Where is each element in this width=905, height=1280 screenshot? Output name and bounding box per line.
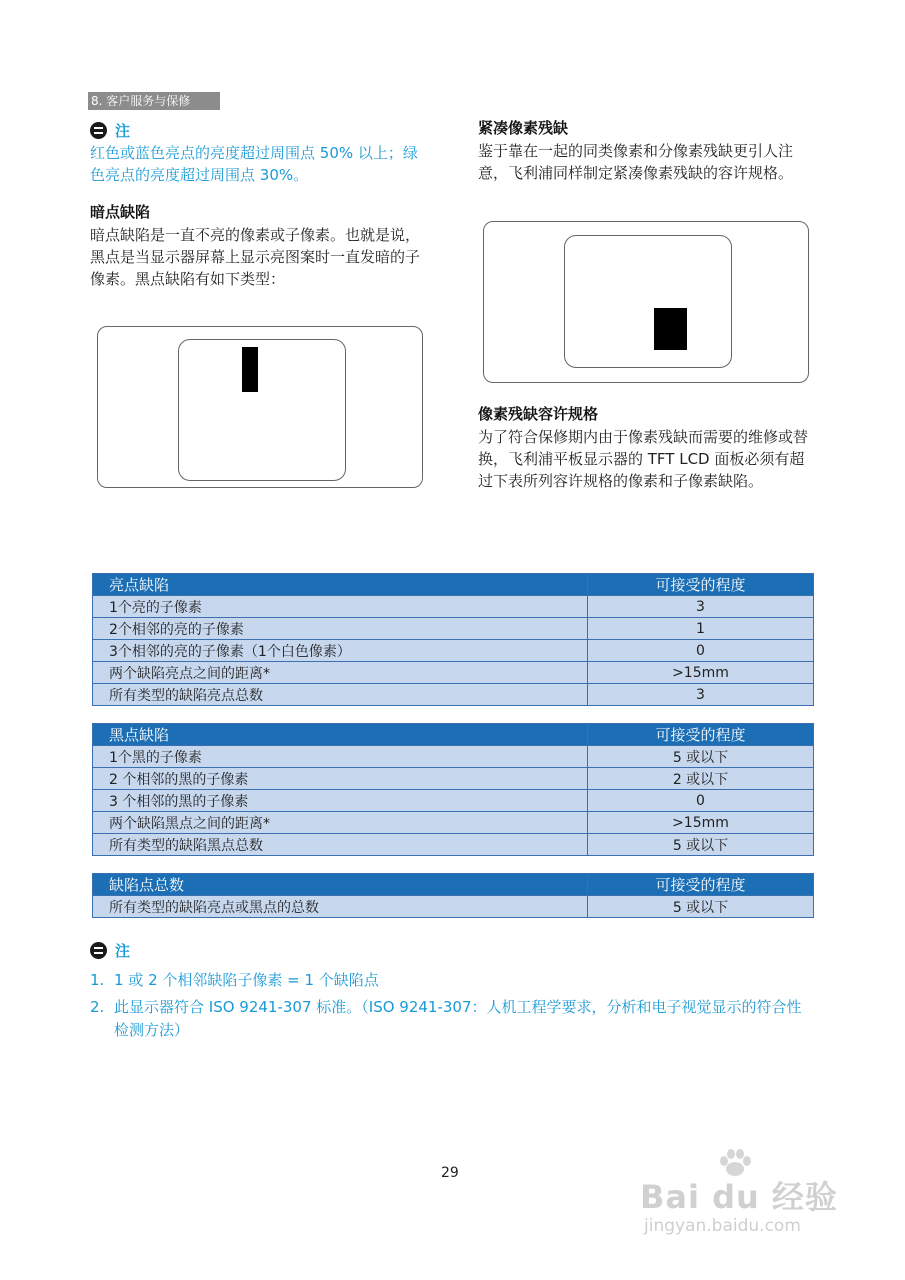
table-cell: 两个缺陷亮点之间的距离* [93, 662, 588, 684]
table-cell: 1个亮的子像素 [93, 596, 588, 618]
table-cell: >15mm [588, 662, 814, 684]
page-number: 29 [441, 1165, 459, 1181]
dark-dot-figure [97, 326, 423, 488]
table-row [93, 896, 814, 918]
total-defect-table [92, 873, 814, 918]
figure-screen [564, 235, 732, 368]
note-text: 红色或蓝色亮点的亮度超过周围点 50% 以上；绿色亮点的亮度超过周围点 30%。 [90, 144, 418, 184]
table-cell: 2 或以下 [588, 768, 814, 790]
table-row [93, 790, 814, 812]
tolerance-section [478, 403, 818, 492]
section-tab: 8. 客户服务与保修 [88, 92, 220, 110]
table-row [93, 640, 814, 662]
note-title: 注 [115, 122, 131, 140]
table-row [93, 768, 814, 790]
table-cell: 5 或以下 [588, 746, 814, 768]
list-item-number: 1. [90, 971, 105, 989]
table-cell: 3 [588, 596, 814, 618]
list-item-text: 此显示器符合 ISO 9241-307 标准。（ISO 9241-307：人机工程学要求，分析和电子视觉显示的符合性检测方法） [114, 998, 802, 1039]
close-defect-heading: 紧凑像素残缺 [478, 119, 569, 137]
table-header-cell: 可接受的程度 [588, 574, 814, 596]
table-cell: 所有类型的缺陷亮点或黑点的总数 [93, 896, 588, 918]
table-row [93, 812, 814, 834]
dark-subpixel [242, 347, 258, 392]
table-cell: 0 [588, 790, 814, 812]
table-row [93, 746, 814, 768]
table-cell: 所有类型的缺陷亮点总数 [93, 684, 588, 706]
table-cell: 1个黑的子像素 [93, 746, 588, 768]
watermark-brand: Bai du 经验 [640, 1178, 838, 1216]
table-cell: 5 或以下 [588, 834, 814, 856]
list-item [90, 969, 810, 992]
figure-screen [178, 339, 346, 481]
table-cell: 2 个相邻的黑的子像素 [93, 768, 588, 790]
table-row [93, 596, 814, 618]
table-cell: 0 [588, 640, 814, 662]
note-icon [90, 942, 107, 959]
table-row [93, 618, 814, 640]
tolerance-heading: 像素残缺容许规格 [478, 405, 599, 423]
note-header [90, 120, 430, 141]
dark-pixel-cluster [654, 308, 687, 350]
table-row [93, 834, 814, 856]
table-header-cell: 可接受的程度 [588, 874, 814, 896]
table-cell: 3个相邻的亮的子像素（1个白色像素） [93, 640, 588, 662]
dark-dot-body: 暗点缺陷是一直不亮的像素或子像素。也就是说，黑点是当显示器屏幕上显示亮图案时一直发暗的子像素。黑点缺陷有如下类型： [90, 226, 421, 288]
note-title: 注 [115, 942, 131, 960]
table-row [93, 662, 814, 684]
dark-dot-heading: 暗点缺陷 [90, 203, 151, 221]
table-header-row [93, 574, 814, 596]
table-cell: >15mm [588, 812, 814, 834]
close-defect-section [478, 117, 813, 184]
watermark-url: jingyan.baidu.com [644, 1216, 801, 1236]
table-cell: 两个缺陷黑点之间的距离* [93, 812, 588, 834]
table-header-row [93, 724, 814, 746]
table-cell: 5 或以下 [588, 896, 814, 918]
table-header-cell: 亮点缺陷 [93, 574, 588, 596]
table-header-cell: 黑点缺陷 [93, 724, 588, 746]
table-cell: 3 [588, 684, 814, 706]
table-row [93, 684, 814, 706]
table-header-row [93, 874, 814, 896]
close-defect-figure [483, 221, 809, 383]
notes-list [90, 969, 810, 1042]
black-defect-table [92, 723, 814, 856]
bottom-note [90, 940, 810, 1046]
tolerance-body: 为了符合保修期内由于像素残缺而需要的维修或替换，飞利浦平板显示器的 TFT LCD 面板必须有超过下表所列容许规格的像素和子像素缺陷。 [478, 428, 809, 490]
table-cell: 1 [588, 618, 814, 640]
table-header-cell: 缺陷点总数 [93, 874, 588, 896]
note-icon [90, 122, 107, 139]
list-item-number: 2. [90, 998, 105, 1016]
table-cell: 所有类型的缺陷黑点总数 [93, 834, 588, 856]
list-item-text: 1 或 2 个相邻缺陷子像素 = 1 个缺陷点 [114, 971, 379, 989]
bright-defect-table [92, 573, 814, 706]
list-item [90, 996, 810, 1042]
table-cell: 3 个相邻的黑的子像素 [93, 790, 588, 812]
table-header-cell: 可接受的程度 [588, 724, 814, 746]
table-cell: 2个相邻的亮的子像素 [93, 618, 588, 640]
close-defect-body: 鉴于靠在一起的同类像素和分像素残缺更引人注意，飞利浦同样制定紧凑像素残缺的容许规格。 [478, 142, 794, 182]
note-header [90, 940, 810, 961]
dark-dot-section [90, 201, 420, 290]
note-block [90, 120, 430, 186]
